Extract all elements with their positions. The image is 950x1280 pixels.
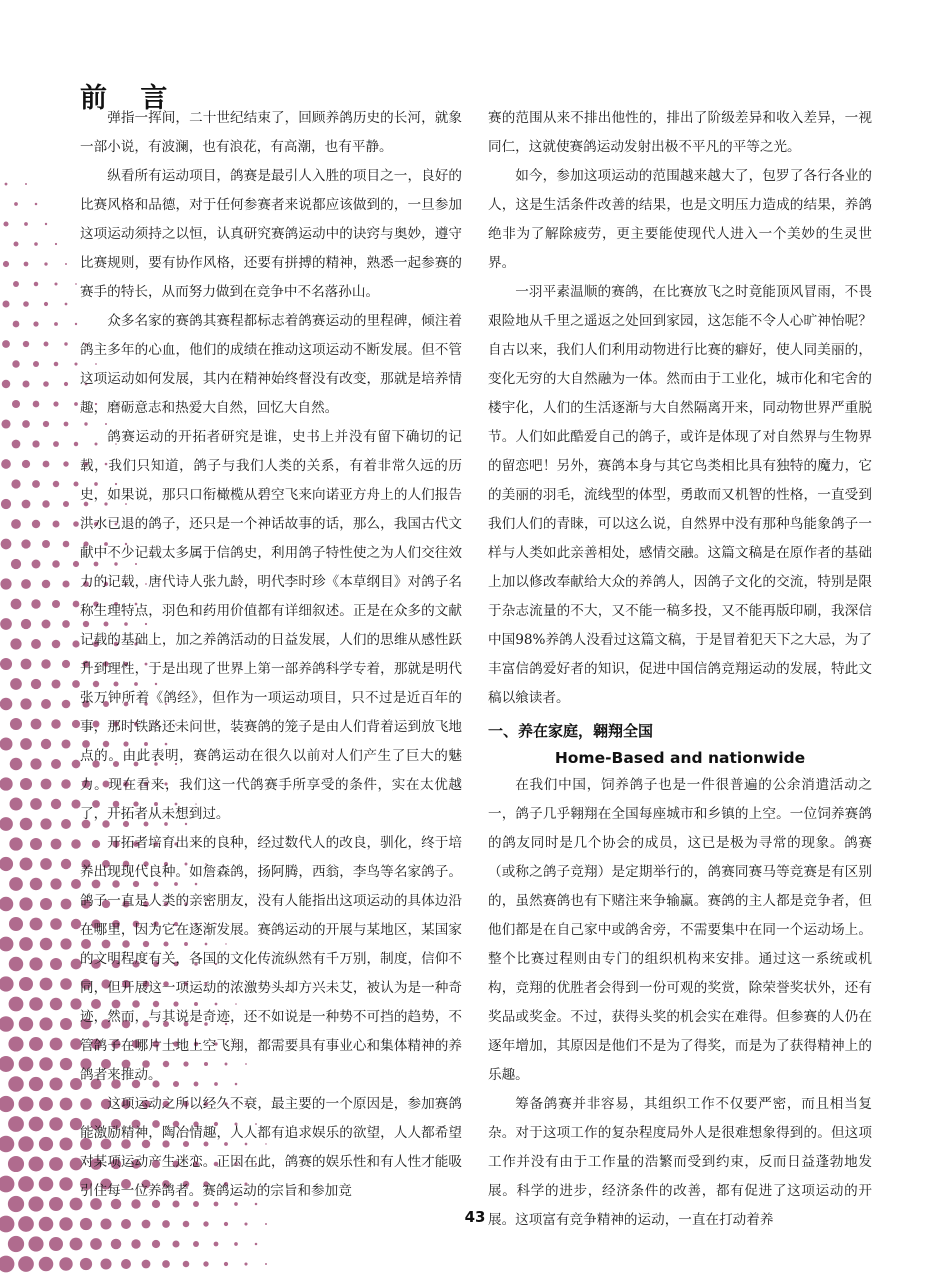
halftone-dot <box>0 976 14 991</box>
halftone-dot <box>29 957 42 970</box>
halftone-dot <box>19 1057 34 1072</box>
halftone-dot <box>61 779 71 789</box>
halftone-dot <box>72 720 80 728</box>
halftone-dot <box>74 442 78 446</box>
halftone-dot <box>2 380 10 388</box>
halftone-dot <box>42 620 51 629</box>
halftone-dot <box>50 998 62 1010</box>
halftone-dot <box>19 897 32 910</box>
halftone-dot <box>34 282 39 287</box>
halftone-dot <box>40 898 52 910</box>
halftone-dot <box>12 360 19 367</box>
halftone-dot <box>39 1177 54 1192</box>
halftone-dot <box>41 699 51 709</box>
halftone-dot <box>24 262 29 267</box>
halftone-dot <box>0 1096 14 1112</box>
halftone-dot <box>28 1236 43 1251</box>
halftone-dot <box>10 638 21 649</box>
halftone-dot <box>33 361 39 367</box>
halftone-dot <box>60 978 72 990</box>
paragraph: 鸽赛运动的开拓者研究是谁，史书上并没有留下确切的记载，我们只知道，鸽子与我们人类的关系，有着非常久远的历史，如果说，那只口衔橄榄从碧空飞来向诺亚方舟上的人们报告洪水已退的鸽子，还只是一个神话故事的话，那么，我国古代文献中不少记载太多属于信鸽史，利用鸽子特性使之为人们交往效力的记载，唐代诗人张九龄，明代李时珍《本草纲目》对鸽子名称生理特点，羽色和药用价值都有详细叙述。正是在众多的文献记载的基础上，加之养鸽活动的日益发展，人们的思维从感性跃升到理性，于是出现了世界上第一部养鸽科学专着，那就是明代张万钟所着《鸽经》，但作为一项运动项目，只不过是近百年的事，那时铁路还未问世，装赛鸽的笼子是由人们背着运到放飞地点的。由此表明，赛鸽运动在很久以前对人们产生了巨大的魅力。现在看来，我们这一代鸽赛手所享受的条件，实在太优越了，开拓者从未想到过。 <box>80 429 462 822</box>
halftone-dot <box>64 422 69 427</box>
paragraph: 在我们中国，饲养鸽子也是一件很普遍的公余消遣活动之一，鸽子几乎翱翔在全国每座城市和乡镇的上空。一位饲养赛鸽的鸽友同时是几个协会的成员，这已是极为寻常的现象。鸽赛（或称之鸽子竞翔）是定期举行的，鸽赛同赛马等竞赛是有区别的，虽然赛鸽也有下赌注来争输赢。赛鸽的主人都是竞争者，但他们都是在自己家中或鸽舍旁，不需要集中在同一个运动场上。整个比赛过程则由专门的组织机构来安排。通过这一系统或机构，竞翔的优胜者会得到一份可观的奖赏，除荣誉奖状外，还有奖品或奖金。不过，获得头奖的机会实在难得。但参赛的人仍在逐年增加，其原因是他们不是为了得奖，而是为了获得精神上的乐趣。 <box>488 777 872 1083</box>
halftone-dot <box>183 1261 190 1268</box>
halftone-dot <box>64 382 68 386</box>
halftone-dot <box>42 540 50 548</box>
halftone-dot <box>32 520 40 528</box>
halftone-dot <box>23 341 29 347</box>
halftone-dot <box>39 1137 53 1151</box>
halftone-dot <box>32 440 39 447</box>
halftone-dot <box>152 1240 160 1248</box>
halftone-dot <box>40 978 53 991</box>
halftone-dot <box>49 1117 62 1130</box>
halftone-dot <box>0 1256 14 1273</box>
halftone-dot <box>121 1259 131 1269</box>
halftone-dot <box>90 1238 102 1250</box>
halftone-dot <box>41 659 50 668</box>
paragraph: 众多名家的赛鸽其赛程都标志着鸽赛运动的里程碑，倾注着鸽主多年的心血，他们的成绩在推动这项运动不断发展。但不管这项运动如何发展，其内在精神始终督没有改变，那就是培养情趣，磨砺意志和热爱大自然，回忆大自然。 <box>80 313 462 416</box>
halftone-dot <box>74 362 77 365</box>
halftone-dot <box>31 599 40 608</box>
paragraph: 筹备鸽赛并非容易，其组织工作不仅要严密，而且相当复杂。对于这项工作的复杂程度局外人是很难想象得到的。但这项工作并没有由于工作量的浩繁而受到约束，反而日益蓬勃地发展。科学的进步，经济条件的改善，都有促进了这项运动的开展。这项富有竞争精神的运动，一直在打动着养 <box>488 1096 872 1228</box>
halftone-dot <box>0 817 13 831</box>
halftone-dot <box>63 501 69 507</box>
halftone-dot <box>54 362 59 367</box>
halftone-dot <box>0 1056 14 1072</box>
halftone-dot <box>54 282 57 285</box>
halftone-dot <box>18 1096 33 1111</box>
halftone-dot <box>9 997 24 1012</box>
halftone-dot <box>0 937 13 952</box>
halftone-dot <box>0 777 13 790</box>
halftone-dot <box>42 500 49 507</box>
halftone-dot <box>0 1016 14 1032</box>
halftone-dot <box>30 798 42 810</box>
halftone-dot <box>50 878 61 889</box>
halftone-dot <box>43 381 49 387</box>
halftone-dot <box>23 301 29 307</box>
halftone-dot <box>20 698 31 709</box>
paragraph: 纵看所有运动项目，鸽赛是最引人入胜的项目之一，良好的比赛风格和品德，对于任何参赛者来说都应该做到的，一旦参加这项运动须持之以恒，认真研究赛鸽运动中的诀窍与奥妙，遵守比赛规则，要有协作风格，还要有拼搏的精神，熟悉一起参赛的赛手的特长，从而努力做到在竞争中不名落孙山。 <box>80 168 462 300</box>
halftone-dot <box>30 918 43 931</box>
halftone-dot <box>14 202 18 206</box>
halftone-dot <box>50 958 62 970</box>
halftone-dot <box>43 461 50 468</box>
halftone-dot <box>31 719 42 730</box>
halftone-dot <box>10 798 23 811</box>
halftone-dot <box>60 1018 72 1030</box>
halftone-dot <box>0 698 12 711</box>
halftone-dot <box>11 599 22 610</box>
halftone-dot <box>22 460 30 468</box>
halftone-dot <box>203 1261 208 1266</box>
halftone-dot <box>65 303 68 306</box>
halftone-dot <box>51 679 60 688</box>
halftone-dot <box>63 461 68 466</box>
halftone-dot <box>40 858 52 870</box>
halftone-dot <box>53 481 59 487</box>
halftone-dot <box>72 680 80 688</box>
halftone-dot <box>50 1038 63 1051</box>
halftone-dot <box>11 479 20 488</box>
paragraph-continued: 赛的范围从来不排出他性的，排出了阶级差异和收入差异，一视同仁，这就使赛鸽运动发射出极不平凡的平等之光。 <box>488 110 872 155</box>
paragraph: 开拓者培育出来的良种，经过数代人的改良，驯化，终于培养出现现代良种。如詹森鸽，扬阿腾，西翁，李鸟等名家鸽子。鸽子一直是人类的亲密朋友，没有人能指出这项运动的具体边沿在哪里，因为它在逐渐发展。赛鸽运动的开展与某地区，某国家的文明程度有关，各国的文化传流纵然有千万别，制度，信仰不同，但开展这一项运动的浓激势头却方兴未艾，被认为是一种奇迹，然而，与其说是奇迹，还不如说是一种势不可挡的趋势，不管鸽子在哪片土地上空飞翔，都需要具有事业心和集体精神的养鸽者来推动。 <box>80 835 462 1083</box>
halftone-dot <box>29 1157 44 1172</box>
halftone-dot <box>59 1137 72 1150</box>
halftone-dot <box>20 858 33 871</box>
halftone-dot <box>14 242 19 247</box>
halftone-dot <box>49 1077 62 1090</box>
halftone-dot <box>9 877 23 891</box>
halftone-dot <box>44 342 49 347</box>
halftone-dot <box>61 859 71 869</box>
page-title: 前 言 <box>80 83 180 114</box>
halftone-dot <box>62 580 69 587</box>
halftone-dot <box>31 679 41 689</box>
halftone-dot <box>34 242 38 246</box>
halftone-dot <box>19 937 33 951</box>
halftone-dot <box>10 678 22 690</box>
paragraph: 一羽平素温顺的赛鸽，在比赛放飞之时竟能顶风冒雨，不畏艰险地从千里之遥返之处回到家园，这怎能不令人心旷神怡呢？自古以来，我们人们利用动物进行比赛的癖好，使人同美丽的，变化无穷的大自然融为一体。然而由于工业化，城市化和宅舍的楼宇化，人们的生活逐渐与大自然隔离开来，同动物世界严重脱节。人们如此酷爱自己的鸽子，或许是体现了对自然界与生物界的留恋吧！另外，赛鸽本身与其它鸟类相比具有独特的魔力，它的美丽的羽毛，流线型的体型，勇敢而又机智的性格，一直受到我们人们的青睐，可以这么说，自然界中没有那种鸟能象鸽子一样与人类如此亲善相处，感情交融。这篇文稿是在原作者的基础上加以修改奉献给大众的养鸽人，因鸽子文化的交流，特别是限于杂志流量的不大，又不能一稿多投，又不能再版印刷，我深信中国98%养鸽人没看过这篇文稿，于是冒着犯天下之大忌，为了丰富信鸽爱好者的知识，促进中国信鸽竞翔运动的发展，特此文稿以飨读者。 <box>488 284 872 706</box>
halftone-dot <box>59 1257 72 1270</box>
halftone-dot <box>9 957 23 971</box>
halftone-dot <box>75 323 77 325</box>
halftone-dot <box>50 918 62 930</box>
halftone-dot <box>74 402 78 406</box>
halftone-dot <box>54 322 58 326</box>
halftone-dot <box>40 938 52 950</box>
paragraph: 这项运动之所以经久不衰，最主要的一个原因是，参加赛鸽能激励精神，陶冶情趣，人人都有追求娱乐的欲望，人人都希望对某项运动产生迷恋。正因在此，鸽赛的娱乐性和有人性才能吸引住每一位养鸽者。赛鸽运动的宗旨和参加竞 <box>80 1096 462 1199</box>
halftone-dot <box>33 321 38 326</box>
halftone-dot <box>73 601 80 608</box>
halftone-dot <box>3 221 8 226</box>
halftone-dot <box>29 1077 43 1091</box>
halftone-dot <box>12 440 21 449</box>
halftone-dot <box>73 521 79 527</box>
halftone-dot <box>22 380 29 387</box>
halftone-dot <box>52 560 60 568</box>
halftone-dot <box>21 579 31 589</box>
halftone-dot <box>80 1258 92 1270</box>
halftone-dot <box>10 718 22 730</box>
halftone-dot <box>25 183 27 185</box>
halftone-dot <box>21 659 32 670</box>
halftone-dot <box>8 1076 23 1091</box>
halftone-dot <box>255 1243 258 1246</box>
halftone-dot <box>172 1240 179 1247</box>
halftone-dot <box>51 799 61 809</box>
halftone-dot <box>39 1017 52 1030</box>
halftone-dot <box>44 302 48 306</box>
halftone-dot <box>29 1117 44 1132</box>
halftone-dot <box>30 878 42 890</box>
halftone-dot <box>40 818 51 829</box>
halftone-dot <box>11 559 21 569</box>
halftone-dot <box>162 1260 170 1268</box>
halftone-dot <box>214 1242 219 1247</box>
halftone-dot <box>33 401 40 408</box>
halftone-dot <box>20 738 32 750</box>
halftone-dot <box>19 1017 33 1031</box>
halftone-dot <box>12 400 20 408</box>
halftone-dot <box>51 719 61 729</box>
halftone-dot <box>72 640 79 647</box>
section-subtitle: Home-Based and nationwide <box>554 749 806 767</box>
halftone-dot <box>55 243 57 245</box>
halftone-dot <box>19 977 33 991</box>
halftone-dot <box>45 223 47 225</box>
halftone-dot <box>8 1236 24 1252</box>
halftone-dot <box>51 759 61 769</box>
halftone-dot <box>0 1136 14 1153</box>
halftone-dot <box>52 600 60 608</box>
halftone-dot <box>64 342 67 345</box>
halftone-dot <box>73 561 79 567</box>
halftone-dot <box>30 758 41 769</box>
halftone-dot <box>224 1262 228 1266</box>
halftone-dot <box>0 1176 14 1193</box>
halftone-dot <box>2 300 9 307</box>
halftone-dot <box>39 1097 53 1111</box>
halftone-dot <box>41 739 51 749</box>
halftone-dot <box>61 899 72 910</box>
halftone-dot <box>20 818 32 830</box>
halftone-dot <box>43 421 49 427</box>
halftone-dot <box>70 1238 83 1251</box>
halftone-dot <box>8 1116 24 1132</box>
halftone-dot <box>8 1156 24 1172</box>
halftone-dot <box>9 837 22 850</box>
halftone-dot <box>11 519 21 529</box>
halftone-dot <box>53 521 60 528</box>
halftone-dot <box>0 658 12 670</box>
halftone-dot <box>18 1256 34 1272</box>
halftone-dot <box>131 1239 140 1248</box>
halftone-dot <box>32 560 41 569</box>
halftone-dot <box>31 639 41 649</box>
halftone-dot <box>30 838 42 850</box>
halftone-dot <box>3 261 9 267</box>
halftone-dot <box>13 281 19 287</box>
section-title: 一、养在家庭，翱翔全国 <box>488 722 654 740</box>
halftone-dot <box>24 222 28 226</box>
halftone-dot <box>13 321 20 328</box>
halftone-dot <box>41 779 52 790</box>
right-column <box>488 104 872 1235</box>
halftone-dot <box>65 263 67 265</box>
halftone-dot <box>49 1237 63 1251</box>
halftone-dot <box>29 997 43 1011</box>
halftone-dot <box>0 578 11 589</box>
halftone-dot <box>0 618 12 630</box>
halftone-dot <box>0 897 13 912</box>
halftone-dot <box>21 619 31 629</box>
halftone-dot <box>39 1257 54 1272</box>
halftone-dot <box>22 420 30 428</box>
halftone-dot <box>0 857 13 871</box>
halftone-dot <box>59 1177 72 1190</box>
halftone-dot <box>18 1176 34 1192</box>
halftone-dot <box>1 539 12 550</box>
halftone-dot <box>60 1058 72 1070</box>
halftone-dot <box>73 481 78 486</box>
halftone-dot <box>61 739 70 748</box>
halftone-dot <box>60 1098 73 1111</box>
halftone-dot <box>142 1260 151 1269</box>
halftone-dot <box>32 480 40 488</box>
paragraph: 如今，参加这项运动的范围越来越大了，包罗了各行各业的人，这是生活条件改善的结果，也是文明压力造成的结果，养鸽绝非为了解除疲劳，更主要能使现代人进入一个美妙的生灵世界。 <box>488 168 872 271</box>
halftone-dot <box>1 459 11 469</box>
halftone-dot <box>100 1258 111 1269</box>
halftone-dot <box>18 1136 33 1151</box>
halftone-dot <box>52 640 61 649</box>
halftone-dot <box>63 541 70 548</box>
halftone-dot <box>21 539 30 548</box>
halftone-dot <box>44 262 47 265</box>
halftone-dot <box>10 758 23 771</box>
halftone-dot <box>75 283 77 285</box>
halftone-dot <box>42 580 50 588</box>
halftone-dot <box>1 499 11 509</box>
left-column <box>80 104 462 1206</box>
halftone-dot <box>9 917 23 931</box>
halftone-dot <box>22 500 31 509</box>
halftone-dot <box>8 1036 23 1051</box>
halftone-dot <box>51 839 62 850</box>
halftone-dot <box>62 700 71 709</box>
halftone-dot <box>35 203 38 206</box>
halftone-dot <box>1 419 10 428</box>
halftone-dot <box>265 1263 267 1265</box>
halftone-dot <box>62 620 70 628</box>
page-number: 43 <box>464 1208 486 1226</box>
halftone-dot <box>39 1057 53 1071</box>
halftone-dot <box>20 778 32 790</box>
halftone-dot <box>29 1037 43 1051</box>
halftone-dot <box>2 340 10 348</box>
halftone-dot <box>62 660 70 668</box>
paragraph: 弹指一挥间，二十世纪结束了，回顾养鸽历史的长河，就象一部小说，有波澜，也有浪花，有高潮，也有平静。 <box>80 110 462 155</box>
halftone-dot <box>53 401 58 406</box>
halftone-dot <box>111 1239 122 1250</box>
halftone-dot <box>234 1242 238 1246</box>
halftone-dot <box>61 819 71 829</box>
halftone-dot <box>49 1157 63 1171</box>
halftone-dot <box>60 938 71 949</box>
halftone-dot <box>5 183 8 186</box>
halftone-dot <box>193 1241 199 1247</box>
halftone-dot <box>244 1262 247 1265</box>
halftone-dot <box>53 441 59 447</box>
halftone-dot <box>0 738 12 751</box>
